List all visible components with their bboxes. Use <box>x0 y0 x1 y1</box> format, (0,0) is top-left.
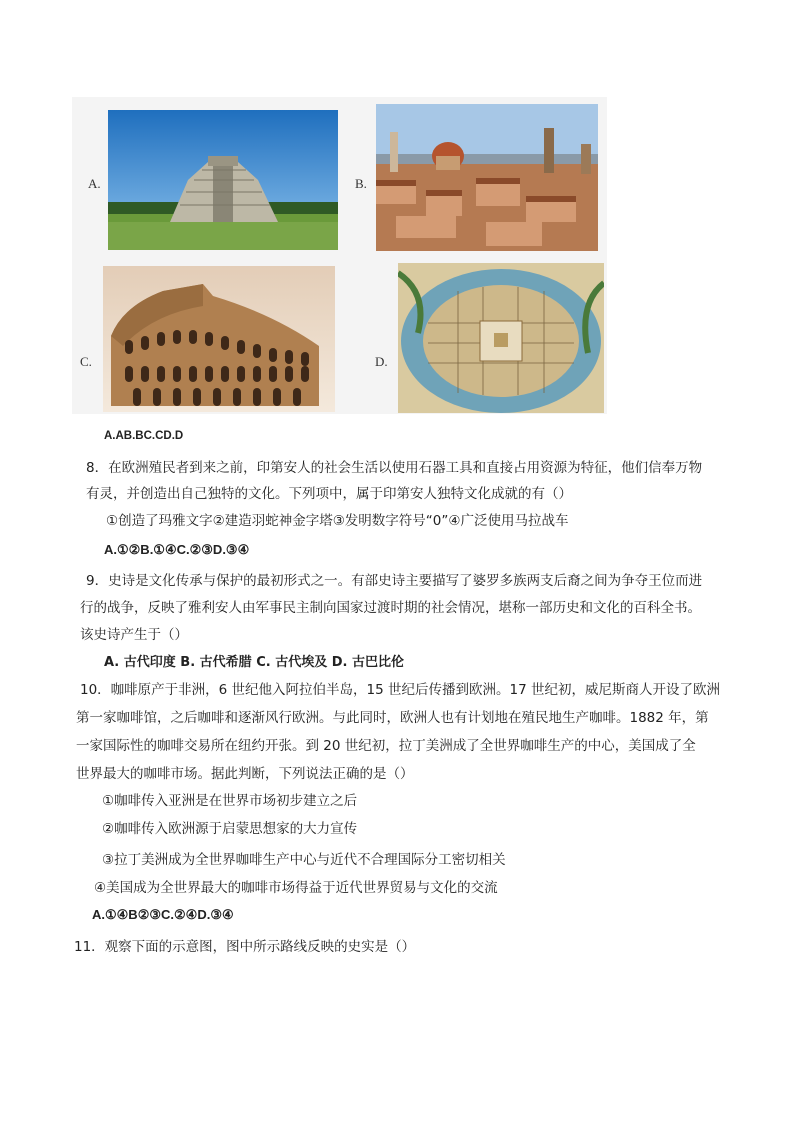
q8-statements: ①创造了玛雅文字②建造羽蛇神金字塔③发明数字符号“0”④广泛使用马拉战车 <box>106 513 569 529</box>
q10-stem-line4: 世界最大的咖啡市场。据此判断，下列说法正确的是（） <box>76 766 414 782</box>
tenochtitlan-map <box>398 263 604 413</box>
option-d-letter: D. <box>375 354 388 369</box>
q10-statement-4: ④美国成为全世界最大的咖啡市场得益于近代世界贸易与文化的交流 <box>94 880 498 896</box>
q8-stem-line2: 有灵，并创造出自己独特的文化。下列项中，属于印第安人独特文化成就的有（） <box>86 486 572 502</box>
q8-options: A.①②B.①④C.②③D.③④ <box>104 542 250 557</box>
q9-stem-line2: 行的战争，反映了雅利安人由军事民主制向国家过渡时期的社会情况，堪称一部历史和文化的百科全书。 <box>80 600 701 616</box>
q10-options: A.①④B②③C.②④D.③④ <box>92 907 234 922</box>
q10-stem-line2: 第一家咖啡馆，之后咖啡和逐渐风行欧洲。与此同时，欧洲人也有计划地在殖民地生产咖啡。1882 年，第 <box>76 710 709 726</box>
option-a-letter: A. <box>88 176 101 191</box>
colosseum-photo <box>103 266 335 412</box>
q10-statement-3: ③拉丁美洲成为全世界咖啡生产中心与近代不合理国际分工密切相关 <box>102 852 506 868</box>
florence-city-photo <box>376 104 598 251</box>
q11-stem-line1: 11．观察下面的示意图，图中所示路线反映的史实是（） <box>74 939 416 955</box>
q10-statement-1: ①咖啡传入亚洲是在世界市场初步建立之后 <box>102 793 358 809</box>
q9-options: A. 古代印度 B. 古代希腊 C. 古代埃及 D. 古巴比伦 <box>104 655 404 670</box>
q10-stem-line3: 一家国际性的咖啡交易所在纽约开张。到 20 世纪初，拉丁美洲成了全世界咖啡生产的中心，美国成了全 <box>76 738 696 754</box>
q9-stem-line3: 该史诗产生于（） <box>80 627 188 643</box>
option-c-letter: C. <box>80 354 92 369</box>
q7-answer-options: A.AB.BC.CD.D <box>104 430 184 442</box>
q10-statement-2: ②咖啡传入欧洲源于启蒙思想家的大力宣传 <box>102 821 358 837</box>
q8-stem-line1: 8．在欧洲殖民者到来之前，印第安人的社会生活以使用石器工具和直接占用资源为特征，他们信奉万物 <box>86 460 703 476</box>
q10-stem-line1: 10．咖啡原产于非洲，6 世纪他入阿拉伯半岛，15 世纪后传播到欧洲。17 世纪初，威尼斯商人开设了欧洲 <box>80 682 720 698</box>
pyramid-photo <box>108 110 338 250</box>
option-b-letter: B. <box>355 176 367 191</box>
q9-stem-line1: 9．史诗是文化传承与保护的最初形式之一。有部史诗主要描写了婆罗多族两支后裔之间为争夺王位而进 <box>86 573 703 589</box>
